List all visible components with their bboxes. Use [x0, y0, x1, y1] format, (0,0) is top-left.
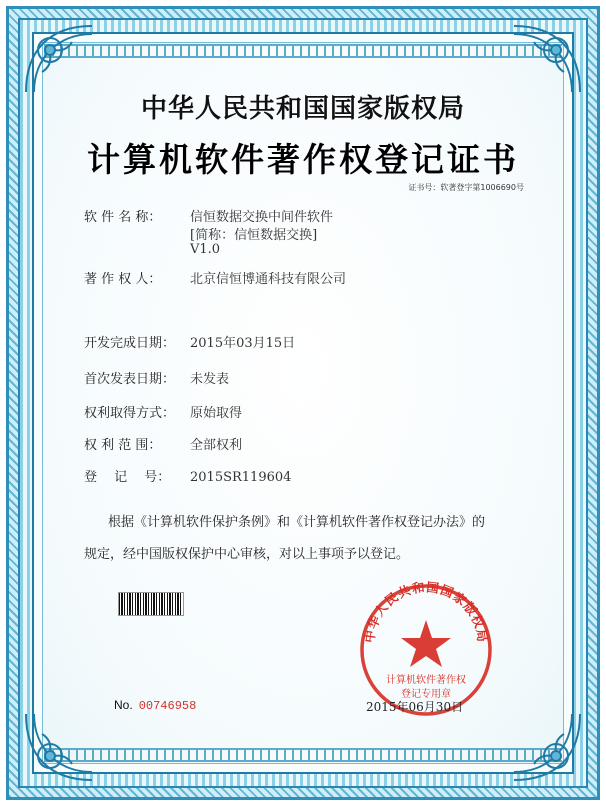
owner-row [84, 268, 346, 287]
rights-scope-row [84, 434, 242, 453]
greek-key-band-bottom [44, 748, 562, 762]
owner-value: 北京信恒博通科技有限公司 [190, 272, 347, 287]
software-short-name: [简称：信恒数据交换] [190, 228, 318, 243]
barcode-icon [118, 592, 184, 616]
reg-number-row [84, 466, 291, 485]
certificate-number: 证书号：软著登字第1006690号 [408, 183, 524, 192]
approval-line: 规定，经中国版权保护中心审核，对以上事项予以登记。 [84, 547, 410, 562]
corner-ornament-icon [508, 708, 586, 786]
dev-date-value: 2015年03月15日 [190, 336, 296, 351]
serial-label: No. [114, 698, 133, 712]
corner-ornament-icon [20, 708, 98, 786]
corner-ornament-icon [20, 20, 98, 98]
issuer-title: 中华人民共和国国家版权局 [140, 94, 465, 124]
seal-center-line1: 计算机软件著作权 [386, 675, 466, 686]
reg-number-label: 登 记 号： [84, 470, 171, 485]
publish-date-value: 未发表 [190, 372, 230, 387]
issue-date: 2015年06月30日 [366, 700, 464, 714]
rights-method-row [84, 402, 242, 421]
reg-number-value: 2015SR119604 [190, 470, 292, 485]
software-name-value: 信恒数据交换中间件软件 [190, 210, 334, 225]
legal-basis-line: 根据《计算机软件保护条例》和《计算机软件著作权登记办法》的 [108, 515, 486, 530]
software-version: V1.0 [190, 242, 221, 257]
software-name-label: 软 件 名 称： [84, 210, 162, 225]
dev-date-row [84, 332, 295, 351]
serial-number [114, 698, 196, 713]
publish-date-label: 首次发表日期： [84, 372, 176, 387]
seal-star-icon [401, 620, 451, 667]
corner-ornament-icon [508, 20, 586, 98]
serial-value: 00746958 [138, 699, 197, 713]
rights-scope-label: 权 利 范 围： [84, 438, 162, 453]
rights-method-value: 原始取得 [190, 406, 243, 421]
certificate-title: 计算机软件著作权登记证书 [87, 140, 519, 179]
rights-scope-value: 全部权利 [190, 438, 243, 453]
publish-date-row [84, 368, 229, 387]
seal-ring-text: 中华人民共和国国家版权局 [361, 580, 491, 644]
owner-label: 著 作 权 人： [84, 272, 162, 287]
rights-method-label: 权利取得方式： [84, 406, 176, 421]
software-name-row [84, 206, 333, 225]
seal-center-line2: 登记专用章 [401, 689, 451, 700]
dev-date-label: 开发完成日期： [84, 336, 176, 351]
greek-key-band-top [44, 44, 562, 58]
